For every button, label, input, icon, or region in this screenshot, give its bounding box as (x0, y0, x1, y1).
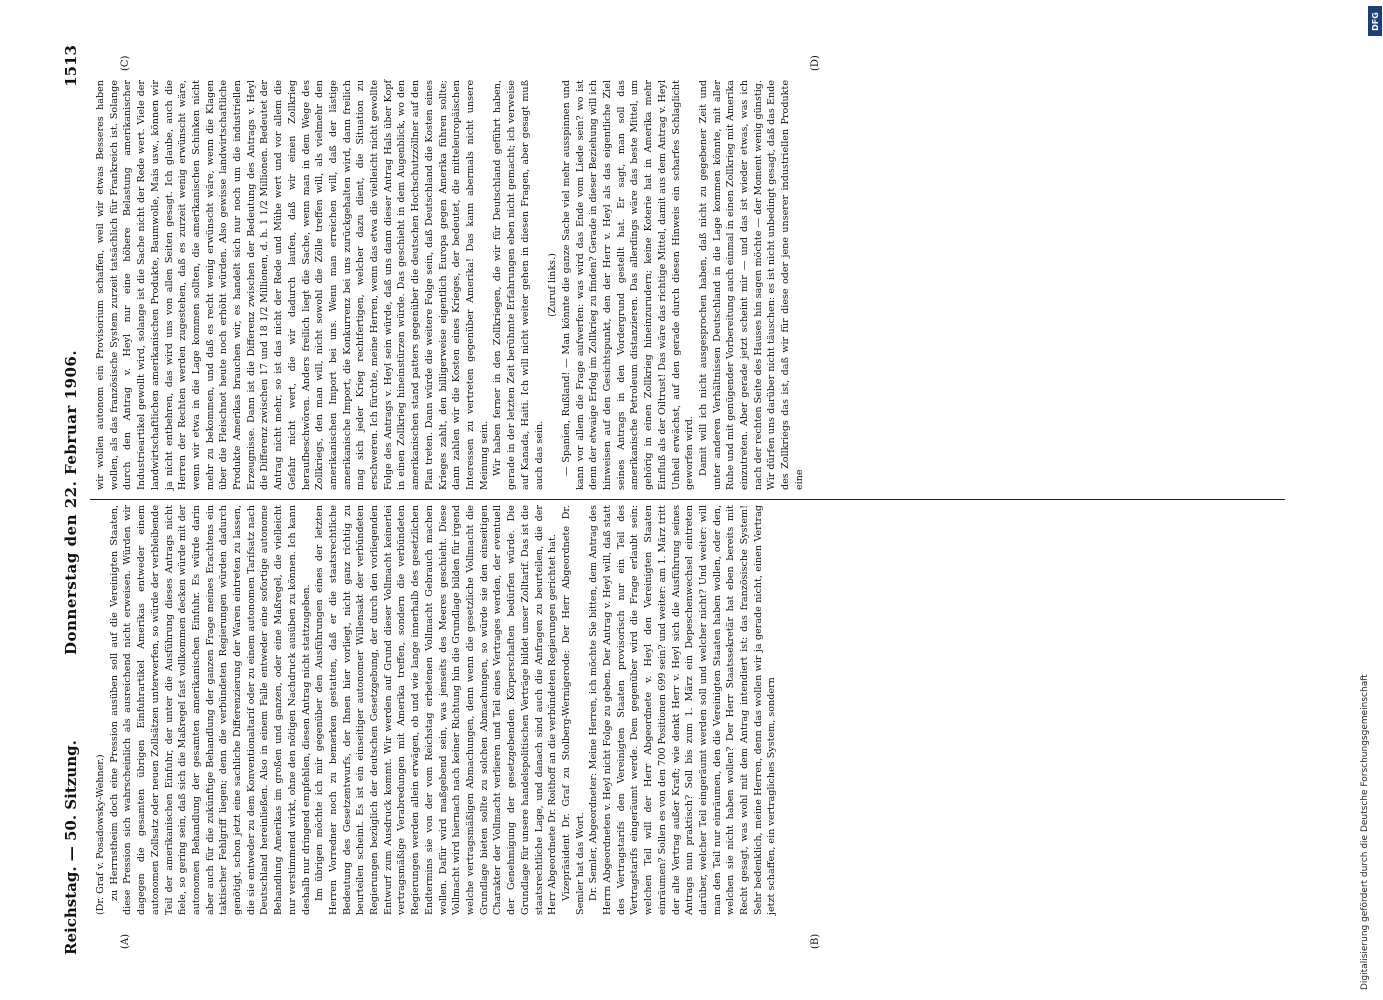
right-column (94, 80, 1294, 490)
digitization-note-text: Digitalisierung gefördert durch die Deutsche Forschungsgemeinschaft (1360, 674, 1370, 990)
rotated-page-content (50, 45, 1320, 955)
header-date: Donnerstag den 22. Februar 1906. (62, 349, 80, 655)
dfg-logo: DFG (1368, 6, 1382, 36)
margin-marker-d: (D) (810, 55, 821, 71)
paragraph: Wir haben ferner in den Zollkriegen, die wir für Deutschland geführt haben, gerade in der letzten Zeit berühmte Erfahrungen eben nicht gemacht; ich verweise auf Kanada, Haiti. Ich will nicht weiter gehen in diesen Fragen, aber gesagt muß auch das sein. (492, 80, 545, 490)
margin-marker-b: (B) (810, 933, 821, 949)
left-column (94, 505, 1294, 915)
paragraph: Dr. Semler, Abgeordneter: Meine Herren, ich möchte Sie bitten, dem Antrag des Herrn Abgeordneten v. Heyl nicht Folge zu geben. Der Antrag v. Heyl will, daß statt des Vertragstarifs den Vereinigten Staaten provisorisch nur ein Teil des Vertragstarifs eingeräumt werde. Dem gegenüber wird die Frage erlaubt sein: welchen Teil will der Herr Abgeordnete v. Heyl den Vereinigten Staaten einräumen? Sollen es von den 700 Positionen 699 sein? und weiter: am 1. März tritt der alte Vertrag außer Kraft; wie denkt Herr v. Heyl sich die Ausführung seines Antrags nun praktisch? Soll bis zum 1. März ein Depeschenwechsel eintreten darüber, welcher Teil eingeräumt werden soll und welcher nicht? Und weiter: will man den Teil nur einräumen, den die Vereinigten Staaten haben wollen, oder den, welchen sie nicht haben wollen? Der Herr Staatssekretär hat eben bereits mit Recht gesagt, was wohl mit dem Antrag intendiert ist: das französische System! Sehr bedenklich, meine Herren, denn das wollen wir ja gerade nicht, einen Vertrag jetzt schaffen, ein vertragliches System, sondern (588, 505, 778, 915)
column-divider (90, 499, 1285, 500)
margin-marker-c: (C) (120, 55, 131, 71)
interjection: (Zuruf links.) (547, 253, 559, 317)
paragraph: wir wollen autonom ein Provisorium schaffen, weil wir etwas Besseres haben wollen, als das französische System zurzeit tatsächlich für Frankreich ist. Solange durch den Antrag v. Heyl nur eine höhere Belastung amerikanischer Industrieartikel gewollt wird, solange ist die Sache nicht der Rede wert. Viele der landwirtschaftlichen amerikanischen Produkte, Baumwolle, Mais usw., können wir ja nicht entbehren, das wird uns von allen Seiten gesagt. Ich glaube, auch die Herren der Rechten werden zugestehen, daß es zurzeit wenig erwünscht wäre, wenn wir etwa in die Lage kommen sollten, die amerikanischen Schinken nicht mehr zu bekommen, und daß es recht wenig erwünscht wäre, wenn die Klagen über die Fleischnot heute noch erhöht würden. Also gewisse landwirtschaftliche Produkte Amerikas brauchen wir, es handelt sich nur noch um die industriellen Erzeugnisse. Dann ist die Differenz zwischen der Bedeutung des Antrags v. Heyl die Differenz zwischen 17 und 18 1/2 Millionen, d. h. 1 1/2 Millionen. Bedeutet der Antrag nicht mehr, so ist das nicht der Rede und Mühe wert und vor allem die Gefahr nicht wert, die wir dadurch laufen, daß wir einen Zollkrieg heraufbeschwören. Anders freilich liegt die Sache, wenn man in dem Wege des Zollkriegs, den man will, nicht sowohl die Zölle treffen will, als vielmehr den amerikanischen Import bei uns. Wenn man erreichen will, daß der lästige amerikanische Import, die Konkurrenz bei uns zurückgehalten wird, dann freilich mag sich jeder Krieg rechtfertigen, welcher dazu dient, die Situation zu erschweren. Ich fürchte, meine Herren, wenn das etwa die vielleicht nicht gewollte Folge des Antrags v. Heyl sein würde, daß uns dann dieser Antrag Hals über Kopf in einen Zollkrieg hineinstürzen würde. Das geschieht in dem Augenblick, wo den amerikanischen stand patters gegenüber die deutschen Hochschutzzöllner auf den Plan treten. Dann würde die weitere Folge sein, daß Deutschland die Kosten eines Krieges zahlt, den billigerweise eigentlich Europa gegen Amerika führen sollte; dann zahlen wir die Kosten eines Krieges, der bedeutet, die mitteleuropäischen Interessen zu vertreten gegenüber Amerika! Das kann abermals nicht unsere Meinung sein. (95, 80, 490, 490)
page-header (50, 45, 90, 955)
paragraph: Damit will ich nicht ausgesprochen haben, daß nicht zu gegebener Zeit und unter anderen Verhältnissen Deutschland in die Lage kommen könnte, mit aller Ruhe und mit genügender Vorbereitung auch einmal in einen Zollkrieg mit Amerika einzutreten. Aber gerade jetzt scheint mir — und das ist wieder etwas, was ich nach der rechten Seite des Hauses hin sagen möchte — der Moment wenig günstig. Wir dürfen uns darüber nicht täuschen: es ist nicht unbedingt gesagt, daß das Ende des Zollkriegs das ist, daß wir für diese oder jene unserer industriellen Produkte eine (697, 80, 805, 490)
speaker-label: (Dr. Graf v. Posadowsky-Wehner.) (95, 754, 106, 915)
digitization-note (1360, 10, 1380, 990)
paragraph: Vizepräsident Dr. Graf zu Stolberg-Wernigerode: Der Herr Abgeordnete Dr. Semler hat das Wort. (560, 505, 586, 915)
paragraph: Im übrigen möchte ich mir gegenüber den Ausführungen eines der letzten Herren Vorredner noch zu bemerken gestatten, daß er die staatsrechtliche Bedeutung des Gesetzentwurfs, der Ihnen hier vorliegt, nicht ganz richtig zu beurteilen scheint. Es ist ein einseitiger autonomer Willensakt der verbündeten Regierungen bezüglich der deutschen Gesetzgebung, der durch den vorliegenden Entwurf zum Ausdruck kommt. Wir werden auf Grund dieser Vollmacht keinerlei vertragsmäßige Verabredungen mit Amerika treffen, sondern die verbündeten Regierungen werden allein erwägen, ob und wie lange innerhalb des gesetzlichen Endtermins sie von der vom Reichstag erbetenen Vollmacht Gebrauch machen wollen. Dafür wird maßgebend sein, was jenseits des Meeres geschieht. Diese Vollmacht wird hiernach nach keiner Richtung hin die Grundlage bilden für irgend welche vertragsmäßigen Abmachungen, denn wenn die gesetzliche Vollmacht die Grundlage bieten sollte zu solchen Abmachungen, so würde sie den einseitigen Charakter der Vollmacht verlieren und Teil eines Vertrages werden, der eventuell der Genehmigung der gesetzgebenden Körperschaften bedürfen würde. Die Grundlage für unsere handelspolitischen Verträge bildet unser Zolltarif. Das ist die staatsrechtliche Lage, und danach sind auch die Anfragen zu beurteilen, die der Herr Abgeordnete Dr. Roithoff an die verbündeten Regierungen gerichtet hat. (314, 505, 559, 915)
header-session: Reichstag. — 50. Sitzung. (62, 740, 80, 955)
paragraph: zu Herrnstheim doch eine Pression ausüben soll auf die Vereinigten Staaten, diese Pression sich wahrscheinlich als ausreichend nicht erweisen. Würden wir dagegen die gesamten übrigen Einfuhrartikel Amerikas entweder einem autonomen Zollsatz oder neuen Zollsätzen unterwerfen, so würde der verbleibende Teil der amerikanischen Einfuhr, der unter die Ausführung dieses Antrags nicht fiele, so gering sein, daß sich die Maßregel fast vollkommen decken würde mit der autonomen Behandlung der gesamten amerikanischen Einfuhr. Es würde darin aber auch für die zukünftige Behandlung der ganzen Frage meines Erachtens ein taktischer Fehlgriff liegen; denn die verbündeten Regierungen würden dadurch genötigt, schon jetzt eine sachliche Differenzierung der Waren eintreten zu lassen, die sie entweder zu dem Konventionaltarif oder zu einem autonomen Tarifsatz nach Deutschland hereinließen. Also in einem Falle entweder eine sofortige autonome Behandlung Amerikas im großen und ganzen, oder eine Maßregel, die vielleicht nur verstimmend wirkt, ohne den nötigen Nachdruck ausüben zu können. Ich kann deshalb nur dringend empfehlen, diesen Antrag nicht stattzugeben. (108, 505, 312, 915)
paragraph: — Spanien, Rußland! — Man könnte die ganze Sache viel mehr ausspinnen und kann vor allem die Frage aufwerfen: was wird das Ende vom Liede sein? wo ist denn der etwaige Erfolg im Zollkrieg zu finden? Gerade in dieser Beziehung will ich hinweisen auf den Gesichtspunkt, den der Herr v. Heyl als das eigentliche Ziel seines Antrags in den Vordergrund gestellt hat. Er sagt, man soll das amerikanische Petroleum distanzieren. Das allerdings wäre das beste Mittel, um gehörig in einen Zollkrieg hineinzurudern; keine Koterie hat in Amerika mehr Einfluß als der Oiltrust! Das wäre das richtige Mittel, damit aus dem Antrag v. Heyl Unheil erwächst, auf den gerade durch diesen Hinweis ein scharfes Schlaglicht geworfen wird. (560, 80, 696, 490)
page-number: 1513 (62, 45, 80, 87)
margin-marker-a: (A) (120, 933, 131, 949)
